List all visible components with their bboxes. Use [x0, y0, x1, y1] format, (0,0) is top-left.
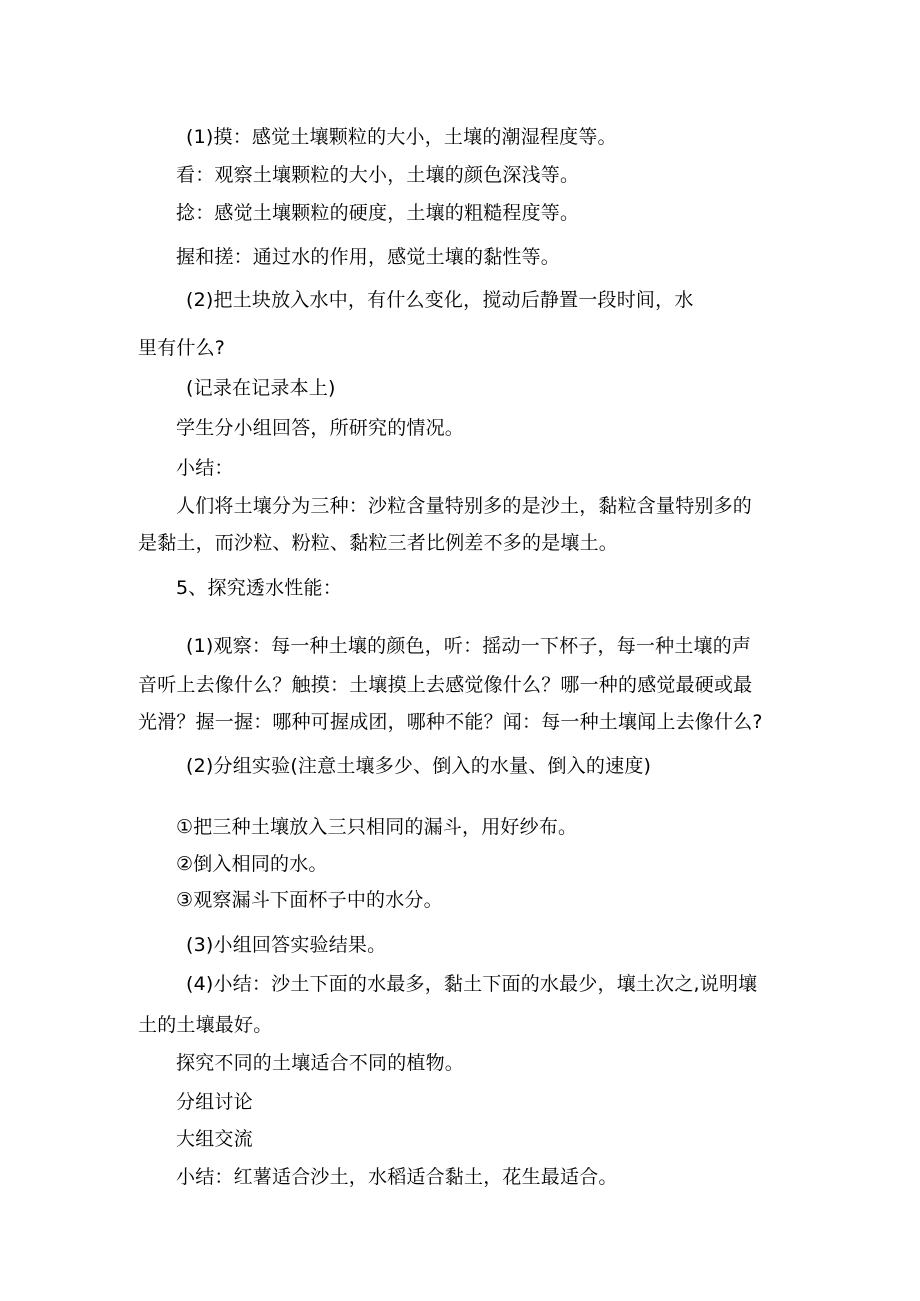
text-line-conclusion-cont: 土的土壤最好。: [138, 1014, 273, 1036]
text-line-plants: 探究不同的土壤适合不同的植物。: [176, 1052, 465, 1074]
text-line-observe-cont-1: 音听上去像什么？触摸：土壤摸上去感觉像什么？哪一种的感觉最硬或最: [138, 674, 753, 696]
text-line-touch: (1)摸：感觉土壤颗粒的大小，土壤的潮湿程度等。: [186, 126, 617, 148]
text-line-exchange: 大组交流: [176, 1128, 253, 1150]
list-item-step-3: ③观察漏斗下面杯子中的水分。: [176, 889, 443, 911]
text-line-record: (记录在记录本上): [186, 377, 336, 399]
text-line-final-summary: 小结：红薯适合沙土，水稻适合黏土，花生最适合。: [176, 1166, 618, 1188]
text-line-observe: (1)观察：每一种土壤的颜色，听：摇动一下杯子，每一种土壤的声: [186, 635, 752, 657]
text-line-soil-types: 人们将土壤分为三种：沙粒含量特别多的是沙土，黏粒含量特别多的: [176, 495, 753, 517]
text-line-observe-cont-2: 光滑？握一握：哪种可握成团，哪种不能？闻：每一种土壤闻上去像什么?: [138, 711, 763, 733]
text-line-results: (3)小组回答实验结果。: [186, 934, 387, 956]
section-heading-permeability: 5、探究透水性能：: [176, 577, 342, 599]
text-line-water-question: (2)把土块放入水中，有什么变化，搅动后静置一段时间，水: [186, 289, 694, 311]
text-line-soil-types-cont: 是黏土，而沙粒、粉粒、黏粒三者比例差不多的是壤土。: [138, 532, 619, 554]
text-line-twist: 捻：感觉土壤颗粒的硬度，土壤的粗糙程度等。: [176, 202, 580, 224]
list-item-step-2: ②倒入相同的水。: [176, 853, 328, 875]
text-line-group-answer: 学生分小组回答，所研究的情况。: [176, 417, 465, 439]
text-line-grip: 握和搓：通过水的作用，感觉土壤的黏性等。: [176, 246, 561, 268]
text-line-water-question-cont: 里有什么?: [138, 337, 226, 359]
text-line-look: 看：观察土壤颗粒的大小，土壤的颜色深浅等。: [176, 164, 580, 186]
text-line-summary-label: 小结：: [176, 457, 234, 479]
text-line-discussion: 分组讨论: [176, 1091, 253, 1113]
text-line-conclusion: (4)小结：沙土下面的水最多，黏土下面的水最少，壤土次之,说明壤: [186, 973, 758, 995]
text-line-group-experiment: (2)分组实验(注意土壤多少、倒入的水量、倒入的速度): [186, 755, 652, 777]
list-item-step-1: ①把三种土壤放入三只相同的漏斗，用好纱布。: [176, 816, 578, 838]
